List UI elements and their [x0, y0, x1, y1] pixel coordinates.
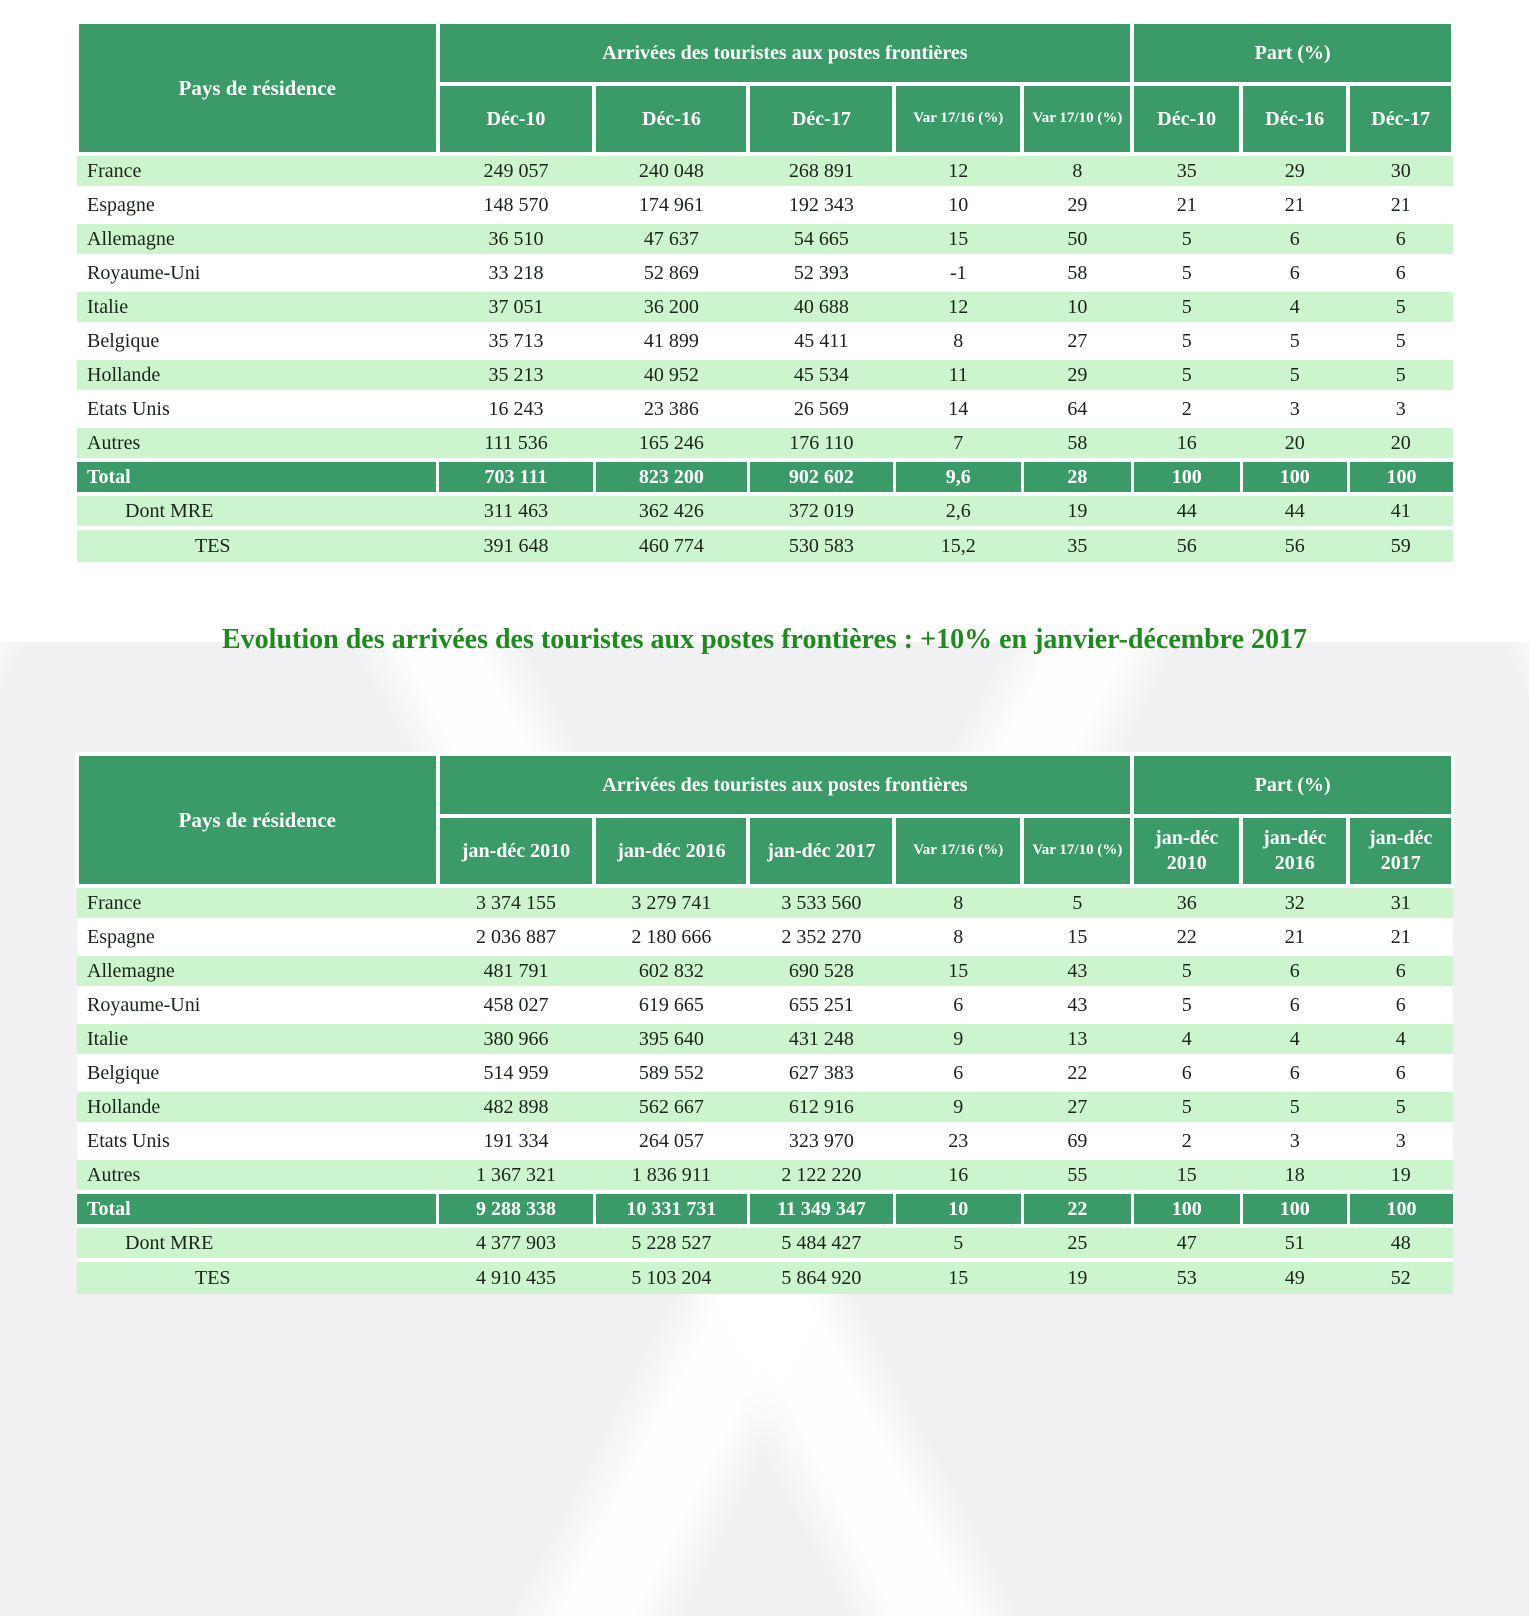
value-cell: 8 — [894, 324, 1022, 358]
value-cell: 14 — [894, 392, 1022, 426]
value-cell: 5 — [1241, 324, 1348, 358]
column-header: Déc-16 — [1241, 84, 1348, 154]
value-cell: 5 — [1348, 358, 1453, 392]
value-cell: 5 — [1132, 1090, 1241, 1124]
value-cell: 481 791 — [438, 954, 595, 988]
value-cell: 40 952 — [594, 358, 748, 392]
value-cell: 191 334 — [438, 1124, 595, 1158]
column-header: Var 17/10 (%) — [1022, 816, 1132, 886]
row-label: Autres — [77, 1158, 438, 1192]
row-label: Belgique — [77, 1056, 438, 1090]
value-cell: 19 — [1348, 1158, 1453, 1192]
value-cell: 22 — [1022, 1056, 1132, 1090]
value-cell: 45 411 — [748, 324, 894, 358]
value-cell: 372 019 — [748, 494, 894, 528]
column-header: Var 17/16 (%) — [894, 816, 1022, 886]
value-cell: 460 774 — [594, 528, 748, 562]
value-cell: 4 — [1241, 1022, 1348, 1056]
value-cell: 59 — [1348, 528, 1453, 562]
arrivals-group-header: Arrivées des touristes aux postes frontières — [438, 754, 1133, 816]
value-cell: 10 — [1022, 290, 1132, 324]
value-cell: 23 — [894, 1124, 1022, 1158]
row-label: Hollande — [77, 358, 438, 392]
value-cell: 2 352 270 — [748, 920, 894, 954]
value-cell: 9 — [894, 1090, 1022, 1124]
value-cell: 514 959 — [438, 1056, 595, 1090]
value-cell: 619 665 — [594, 988, 748, 1022]
column-header: jan-déc 2010 — [438, 816, 595, 886]
value-cell: 100 — [1241, 1192, 1348, 1226]
value-cell: 40 688 — [748, 290, 894, 324]
value-cell: 11 349 347 — [748, 1192, 894, 1226]
value-cell: 21 — [1241, 188, 1348, 222]
value-cell: 11 — [894, 358, 1022, 392]
column-header: jan-déc 2016 — [1241, 816, 1348, 886]
value-cell: 47 — [1132, 1226, 1241, 1260]
part-group-header: Part (%) — [1132, 754, 1453, 816]
value-cell: 25 — [1022, 1226, 1132, 1260]
value-cell: 6 — [1348, 988, 1453, 1022]
value-cell: 36 — [1132, 886, 1241, 920]
value-cell: 16 — [894, 1158, 1022, 1192]
value-cell: 530 583 — [748, 528, 894, 562]
row-label: Royaume-Uni — [77, 256, 438, 290]
value-cell: 602 832 — [594, 954, 748, 988]
value-cell: 240 048 — [594, 154, 748, 188]
value-cell: 21 — [1348, 188, 1453, 222]
row-label: Etats Unis — [77, 1124, 438, 1158]
value-cell: 2 036 887 — [438, 920, 595, 954]
annual-arrivals-table — [75, 752, 1455, 1294]
value-cell: 6 — [1348, 222, 1453, 256]
value-cell: 16 243 — [438, 392, 595, 426]
value-cell: 612 916 — [748, 1090, 894, 1124]
value-cell: 10 — [894, 188, 1022, 222]
value-cell: 12 — [894, 154, 1022, 188]
value-cell: 431 248 — [748, 1022, 894, 1056]
value-cell: 64 — [1022, 392, 1132, 426]
value-cell: 3 — [1241, 392, 1348, 426]
table-row — [77, 1192, 1453, 1226]
value-cell: 56 — [1132, 528, 1241, 562]
value-cell: 3 — [1348, 1124, 1453, 1158]
value-cell: 58 — [1022, 256, 1132, 290]
value-cell: 395 640 — [594, 1022, 748, 1056]
value-cell: -1 — [894, 256, 1022, 290]
value-cell: 2 — [1132, 392, 1241, 426]
table-row — [77, 460, 1453, 494]
value-cell: 6 — [1241, 988, 1348, 1022]
row-label: Hollande — [77, 1090, 438, 1124]
report-page — [0, 20, 1529, 1294]
value-cell: 12 — [894, 290, 1022, 324]
value-cell: 5 — [1241, 1090, 1348, 1124]
value-cell: 41 — [1348, 494, 1453, 528]
value-cell: 323 970 — [748, 1124, 894, 1158]
value-cell: 20 — [1348, 426, 1453, 460]
value-cell: 15 — [1022, 920, 1132, 954]
column-header: Var 17/10 (%) — [1022, 84, 1132, 154]
value-cell: 165 246 — [594, 426, 748, 460]
value-cell: 19 — [1022, 1260, 1132, 1294]
value-cell: 29 — [1022, 358, 1132, 392]
column-header: jan-déc 2016 — [594, 816, 748, 886]
table-row — [77, 324, 1453, 358]
row-label: Allemagne — [77, 222, 438, 256]
value-cell: 627 383 — [748, 1056, 894, 1090]
value-cell: 13 — [1022, 1022, 1132, 1056]
column-header: Déc-17 — [748, 84, 894, 154]
value-cell: 23 386 — [594, 392, 748, 426]
value-cell: 902 602 — [748, 460, 894, 494]
value-cell: 362 426 — [594, 494, 748, 528]
value-cell: 4 377 903 — [438, 1226, 595, 1260]
row-label: Belgique — [77, 324, 438, 358]
value-cell: 15 — [894, 1260, 1022, 1294]
value-cell: 47 637 — [594, 222, 748, 256]
value-cell: 391 648 — [438, 528, 595, 562]
value-cell: 10 — [894, 1192, 1022, 1226]
table-row — [77, 1056, 1453, 1090]
arrivals-group-header: Arrivées des touristes aux postes frontières — [438, 22, 1133, 84]
evolution-title: Evolution des arrivées des touristes aux postes frontières : +10% en janvier-décembre 2017 — [221, 624, 1307, 655]
row-label: France — [77, 154, 438, 188]
value-cell: 29 — [1022, 188, 1132, 222]
value-cell: 21 — [1132, 188, 1241, 222]
value-cell: 18 — [1241, 1158, 1348, 1192]
value-cell: 6 — [1241, 954, 1348, 988]
value-cell: 5 — [1348, 324, 1453, 358]
value-cell: 176 110 — [748, 426, 894, 460]
value-cell: 6 — [1348, 256, 1453, 290]
value-cell: 41 899 — [594, 324, 748, 358]
column-header: jan-déc 2010 — [1132, 816, 1241, 886]
value-cell: 655 251 — [748, 988, 894, 1022]
part-group-header: Part (%) — [1132, 22, 1453, 84]
value-cell: 148 570 — [438, 188, 595, 222]
country-column-header: Pays de résidence — [77, 22, 438, 154]
value-cell: 2,6 — [894, 494, 1022, 528]
value-cell: 33 218 — [438, 256, 595, 290]
table-row — [77, 920, 1453, 954]
value-cell: 36 510 — [438, 222, 595, 256]
row-label: TES — [77, 1260, 438, 1294]
value-cell: 5 — [1132, 324, 1241, 358]
value-cell: 5 — [1348, 1090, 1453, 1124]
value-cell: 52 393 — [748, 256, 894, 290]
value-cell: 29 — [1241, 154, 1348, 188]
row-label: Italie — [77, 1022, 438, 1056]
value-cell: 26 569 — [748, 392, 894, 426]
column-header: Déc-10 — [438, 84, 595, 154]
value-cell: 6 — [1348, 1056, 1453, 1090]
value-cell: 43 — [1022, 954, 1132, 988]
value-cell: 22 — [1022, 1192, 1132, 1226]
value-cell: 9 — [894, 1022, 1022, 1056]
value-cell: 5 103 204 — [594, 1260, 748, 1294]
value-cell: 5 — [1132, 988, 1241, 1022]
table-row — [77, 256, 1453, 290]
value-cell: 4 — [1241, 290, 1348, 324]
value-cell: 6 — [894, 1056, 1022, 1090]
row-label: Allemagne — [77, 954, 438, 988]
value-cell: 100 — [1132, 1192, 1241, 1226]
value-cell: 9,6 — [894, 460, 1022, 494]
column-header: Déc-10 — [1132, 84, 1241, 154]
value-cell: 458 027 — [438, 988, 595, 1022]
value-cell: 5 — [1132, 358, 1241, 392]
row-label: Total — [77, 1192, 438, 1226]
value-cell: 35 713 — [438, 324, 595, 358]
row-label: France — [77, 886, 438, 920]
value-cell: 5 — [1132, 256, 1241, 290]
table-row — [77, 392, 1453, 426]
value-cell: 15,2 — [894, 528, 1022, 562]
value-cell: 562 667 — [594, 1090, 748, 1124]
value-cell: 15 — [894, 222, 1022, 256]
row-label: Espagne — [77, 188, 438, 222]
column-header: Déc-17 — [1348, 84, 1453, 154]
value-cell: 5 864 920 — [748, 1260, 894, 1294]
value-cell: 15 — [894, 954, 1022, 988]
country-column-header: Pays de résidence — [77, 754, 438, 886]
table-header-group-row — [77, 22, 1453, 84]
value-cell: 8 — [894, 886, 1022, 920]
table-row — [77, 1158, 1453, 1192]
value-cell: 58 — [1022, 426, 1132, 460]
value-cell: 43 — [1022, 988, 1132, 1022]
value-cell: 6 — [1241, 1056, 1348, 1090]
value-cell: 3 374 155 — [438, 886, 595, 920]
value-cell: 5 — [1132, 290, 1241, 324]
value-cell: 7 — [894, 426, 1022, 460]
value-cell: 36 200 — [594, 290, 748, 324]
value-cell: 111 536 — [438, 426, 595, 460]
value-cell: 52 869 — [594, 256, 748, 290]
table-row — [77, 358, 1453, 392]
value-cell: 55 — [1022, 1158, 1132, 1192]
value-cell: 3 — [1241, 1124, 1348, 1158]
row-label: Espagne — [77, 920, 438, 954]
monthly-arrivals-table — [75, 20, 1455, 562]
row-label: Royaume-Uni — [77, 988, 438, 1022]
value-cell: 4 910 435 — [438, 1260, 595, 1294]
value-cell: 56 — [1241, 528, 1348, 562]
value-cell: 37 051 — [438, 290, 595, 324]
value-cell: 31 — [1348, 886, 1453, 920]
value-cell: 1 836 911 — [594, 1158, 748, 1192]
row-label: Total — [77, 460, 438, 494]
value-cell: 5 — [1241, 358, 1348, 392]
row-label: TES — [77, 528, 438, 562]
value-cell: 8 — [1022, 154, 1132, 188]
value-cell: 54 665 — [748, 222, 894, 256]
value-cell: 15 — [1132, 1158, 1241, 1192]
table-row — [77, 154, 1453, 188]
value-cell: 53 — [1132, 1260, 1241, 1294]
value-cell: 1 367 321 — [438, 1158, 595, 1192]
value-cell: 5 228 527 — [594, 1226, 748, 1260]
table-row — [77, 1226, 1453, 1260]
value-cell: 4 — [1132, 1022, 1241, 1056]
value-cell: 45 534 — [748, 358, 894, 392]
value-cell: 311 463 — [438, 494, 595, 528]
value-cell: 100 — [1241, 460, 1348, 494]
value-cell: 8 — [894, 920, 1022, 954]
value-cell: 48 — [1348, 1226, 1453, 1260]
value-cell: 2 122 220 — [748, 1158, 894, 1192]
value-cell: 100 — [1132, 460, 1241, 494]
table-row — [77, 1022, 1453, 1056]
row-label: Autres — [77, 426, 438, 460]
value-cell: 35 — [1022, 528, 1132, 562]
value-cell: 22 — [1132, 920, 1241, 954]
value-cell: 268 891 — [748, 154, 894, 188]
value-cell: 19 — [1022, 494, 1132, 528]
value-cell: 44 — [1132, 494, 1241, 528]
value-cell: 5 — [1348, 290, 1453, 324]
value-cell: 28 — [1022, 460, 1132, 494]
value-cell: 16 — [1132, 426, 1241, 460]
value-cell: 49 — [1241, 1260, 1348, 1294]
value-cell: 10 331 731 — [594, 1192, 748, 1226]
value-cell: 5 — [894, 1226, 1022, 1260]
value-cell: 35 213 — [438, 358, 595, 392]
value-cell: 6 — [1132, 1056, 1241, 1090]
table-row — [77, 188, 1453, 222]
value-cell: 703 111 — [438, 460, 595, 494]
value-cell: 3 — [1348, 392, 1453, 426]
value-cell: 174 961 — [594, 188, 748, 222]
table-header-group-row — [77, 754, 1453, 816]
table-row — [77, 954, 1453, 988]
value-cell: 3 279 741 — [594, 886, 748, 920]
column-header: Déc-16 — [594, 84, 748, 154]
table-row — [77, 1260, 1453, 1294]
value-cell: 690 528 — [748, 954, 894, 988]
value-cell: 100 — [1348, 1192, 1453, 1226]
value-cell: 5 — [1132, 222, 1241, 256]
value-cell: 9 288 338 — [438, 1192, 595, 1226]
value-cell: 100 — [1348, 460, 1453, 494]
value-cell: 44 — [1241, 494, 1348, 528]
value-cell: 6 — [1241, 222, 1348, 256]
value-cell: 69 — [1022, 1124, 1132, 1158]
value-cell: 589 552 — [594, 1056, 748, 1090]
value-cell: 5 484 427 — [748, 1226, 894, 1260]
value-cell: 20 — [1241, 426, 1348, 460]
column-header: Var 17/16 (%) — [894, 84, 1022, 154]
value-cell: 192 343 — [748, 188, 894, 222]
value-cell: 51 — [1241, 1226, 1348, 1260]
row-label: Etats Unis — [77, 392, 438, 426]
table-row — [77, 1090, 1453, 1124]
value-cell: 27 — [1022, 324, 1132, 358]
value-cell: 21 — [1348, 920, 1453, 954]
row-label: Dont MRE — [77, 1226, 438, 1260]
value-cell: 21 — [1241, 920, 1348, 954]
value-cell: 380 966 — [438, 1022, 595, 1056]
value-cell: 4 — [1348, 1022, 1453, 1056]
value-cell: 249 057 — [438, 154, 595, 188]
value-cell: 482 898 — [438, 1090, 595, 1124]
row-label: Italie — [77, 290, 438, 324]
table-row — [77, 290, 1453, 324]
value-cell: 6 — [1348, 954, 1453, 988]
value-cell: 30 — [1348, 154, 1453, 188]
value-cell: 6 — [894, 988, 1022, 1022]
value-cell: 2 — [1132, 1124, 1241, 1158]
column-header: jan-déc 2017 — [1348, 816, 1453, 886]
value-cell: 823 200 — [594, 460, 748, 494]
table-row — [77, 988, 1453, 1022]
table-row — [77, 528, 1453, 562]
table-row — [77, 222, 1453, 256]
value-cell: 52 — [1348, 1260, 1453, 1294]
table-row — [77, 1124, 1453, 1158]
value-cell: 35 — [1132, 154, 1241, 188]
column-header: jan-déc 2017 — [748, 816, 894, 886]
value-cell: 32 — [1241, 886, 1348, 920]
value-cell: 264 057 — [594, 1124, 748, 1158]
value-cell: 27 — [1022, 1090, 1132, 1124]
value-cell: 2 180 666 — [594, 920, 748, 954]
table-row — [77, 886, 1453, 920]
value-cell: 3 533 560 — [748, 886, 894, 920]
row-label: Dont MRE — [77, 494, 438, 528]
table-row — [77, 426, 1453, 460]
value-cell: 6 — [1241, 256, 1348, 290]
value-cell: 5 — [1132, 954, 1241, 988]
table-row — [77, 494, 1453, 528]
value-cell: 5 — [1022, 886, 1132, 920]
value-cell: 50 — [1022, 222, 1132, 256]
